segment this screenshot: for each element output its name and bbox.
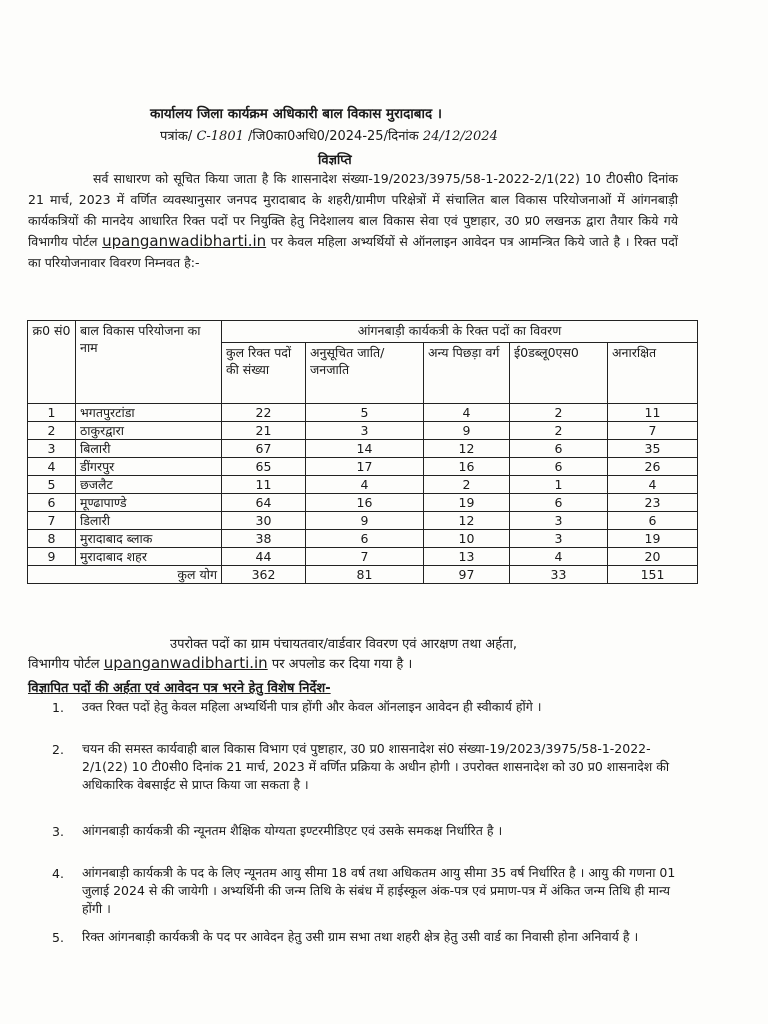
row-gen: 23 [608, 494, 698, 512]
intro-text-after: पर केवल महिला अभ्यर्थियों से ऑनलाइन आवेदन पत्र आमन्त्रित किये जाते है । रिक्त पदों का परियोजनावार विवरण निम्नवत है:- [28, 234, 678, 270]
row-ews: 4 [510, 548, 608, 566]
row-sno: 8 [28, 530, 76, 548]
total-all: 362 [222, 566, 306, 584]
office-heading: कार्यालय जिला कार्यक्रम अधिकारी बाल विकास मुरादाबाद । [150, 106, 442, 122]
row-sno: 2 [28, 422, 76, 440]
row-sc: 5 [306, 404, 424, 422]
row-sc: 17 [306, 458, 424, 476]
row-gen: 11 [608, 404, 698, 422]
table-row [28, 440, 698, 458]
row-total: 22 [222, 404, 306, 422]
notice-title: विज्ञप्ति [318, 153, 352, 168]
portal-link-after-table[interactable]: upanganwadibharti.in [103, 654, 268, 672]
row-total: 44 [222, 548, 306, 566]
row-gen: 26 [608, 458, 698, 476]
col-total-header: कुल रिक्त पदों की संख्या [222, 343, 306, 404]
table-row [28, 530, 698, 548]
row-total: 30 [222, 512, 306, 530]
row-sc: 14 [306, 440, 424, 458]
row-project: बिलारी [76, 440, 222, 458]
row-ews: 1 [510, 476, 608, 494]
table-row [28, 548, 698, 566]
row-gen: 4 [608, 476, 698, 494]
instruction-number: 2. [52, 742, 64, 757]
row-project: डिलारी [76, 512, 222, 530]
vacancy-table [27, 320, 698, 584]
col-sno-header: क्र0 सं0 [28, 321, 76, 404]
row-project: मूण्ढापाण्डे [76, 494, 222, 512]
row-sc: 3 [306, 422, 424, 440]
row-sc: 4 [306, 476, 424, 494]
total-obc: 97 [424, 566, 510, 584]
row-sc: 6 [306, 530, 424, 548]
col-project-header: बाल विकास परियोजना का नाम [76, 321, 222, 404]
row-obc: 13 [424, 548, 510, 566]
row-obc: 9 [424, 422, 510, 440]
row-gen: 6 [608, 512, 698, 530]
total-row-blank [28, 566, 76, 584]
row-project: ठाकुरद्वारा [76, 422, 222, 440]
row-total: 65 [222, 458, 306, 476]
row-project: छजलैट [76, 476, 222, 494]
intro-paragraph [28, 168, 678, 273]
row-ews: 3 [510, 530, 608, 548]
table-header-row-1 [28, 321, 698, 343]
instruction-item: चयन की समस्त कार्यवाही बाल विकास विभाग एवं पुष्टाहार, उ0 प्र0 शासनादेश सं0 संख्या-19/2023/3975/58-1-2022-2/1(22) 10 टी0सी0 दिनांक 21 मार्च, 2023 में वर्णित प्रक्रिया के अधीन होगी । उपरोक्त शासनादेश को उ0 प्र0 शासनादेश की अधिकारिक वेबसाईट से प्राप्त किया जा सकता है । [82, 741, 670, 792]
total-sc: 81 [306, 566, 424, 584]
row-obc: 10 [424, 530, 510, 548]
row-sno: 9 [28, 548, 76, 566]
total-gen: 151 [608, 566, 698, 584]
table-row [28, 476, 698, 494]
row-sno: 3 [28, 440, 76, 458]
row-total: 38 [222, 530, 306, 548]
row-obc: 2 [424, 476, 510, 494]
instructions-heading: विज्ञापित पदों की अर्हता एवं आवेदन पत्र भरने हेतु विशेष निर्देश- [28, 681, 331, 696]
instruction-item: रिक्त आंगनबाड़ी कार्यकत्री के पद पर आवेदन हेतु उसी ग्राम सभा तथा शहरी क्षेत्र हेतु उसी वार्ड का निवासी होना अनिवार्य है । [82, 929, 639, 944]
ref-number: C-1801 [196, 129, 244, 144]
table-row [28, 422, 698, 440]
reference-line [160, 126, 498, 144]
instruction-item: उक्त रिक्त पदों हेतु केवल महिला अभ्यर्थिनी पात्र होंगी और केवल ऑनलाइन आवेदन ही स्वीकार्य होंगे । [82, 699, 542, 714]
row-total: 64 [222, 494, 306, 512]
row-project: मुरादाबाद ब्लाक [76, 530, 222, 548]
col-gen-header: अनारक्षित [608, 343, 698, 404]
col-sc-header: अनुसूचित जाति/जनजाति [306, 343, 424, 404]
after-table-line-2 [28, 654, 412, 672]
row-project: डींगरपुर [76, 458, 222, 476]
table-row [28, 512, 698, 530]
instruction-number: 1. [52, 700, 64, 715]
row-sc: 7 [306, 548, 424, 566]
row-ews: 6 [510, 440, 608, 458]
row-obc: 12 [424, 440, 510, 458]
row-sno: 5 [28, 476, 76, 494]
total-ews: 33 [510, 566, 608, 584]
after-table-prefix: विभागीय पोर्टल [28, 657, 100, 672]
portal-link-intro[interactable]: upanganwadibharti.in [102, 232, 267, 250]
instruction-number: 4. [52, 866, 64, 881]
col-ews-header: ई0डब्लू0एस0 [510, 343, 608, 404]
row-total: 67 [222, 440, 306, 458]
row-ews: 2 [510, 404, 608, 422]
table-row [28, 458, 698, 476]
row-project: मुरादाबाद शहर [76, 548, 222, 566]
row-total: 11 [222, 476, 306, 494]
row-obc: 19 [424, 494, 510, 512]
row-ews: 6 [510, 458, 608, 476]
table-total-row [28, 566, 698, 584]
after-table-line-1: उपरोक्त पदों का ग्राम पंचायतवार/वार्डवार विवरण एवं आरक्षण तथा अर्हता, [170, 637, 518, 652]
total-label: कुल योग [76, 566, 222, 584]
row-obc: 16 [424, 458, 510, 476]
row-gen: 19 [608, 530, 698, 548]
row-project: भगतपुरटांडा [76, 404, 222, 422]
row-sno: 6 [28, 494, 76, 512]
instruction-number: 3. [52, 824, 64, 839]
col-obc-header: अन्य पिछड़ा वर्ग [424, 343, 510, 404]
row-sc: 9 [306, 512, 424, 530]
ref-suffix: /जि0का0अधि0/2024-25/दिनांक [248, 129, 419, 144]
row-ews: 2 [510, 422, 608, 440]
intro-text: सर्व साधारण को सूचित किया जाता है कि शासनादेश संख्या-19/2023/3975/58-1-2022-2/1(22) 10 टी0सी0 दिनांक 21 मार्च, 2023 में वर्णित व्यवस्थानुसार जनपद मुरादाबाद के शहरी/ग्रामीण परिक्षेत्रों में संचालित बाल विकास परियोजनाओं में आंगनबाड़ी कार्यकत्रियों की मानदेय आधारित रिक्त पदों पर नियुक्ति हेतु निदेशालय बाल विकास सेवा एवं पुष्टाहार, उ0 प्र0 लखनऊ द्वारा तैयार किये गये विभागीय पोर्टल [28, 171, 678, 249]
row-total: 21 [222, 422, 306, 440]
after-table-suffix: पर अपलोड कर दिया गया है । [271, 657, 413, 672]
instruction-number: 5. [52, 930, 64, 945]
instruction-item: आंगनबाड़ी कार्यकत्री की न्यूनतम शैक्षिक योग्यता इण्टरमीडिएट एवं उसके समकक्ष निर्धारित है । [82, 823, 503, 838]
row-sno: 7 [28, 512, 76, 530]
row-gen: 35 [608, 440, 698, 458]
row-gen: 20 [608, 548, 698, 566]
row-gen: 7 [608, 422, 698, 440]
row-sno: 4 [28, 458, 76, 476]
row-ews: 6 [510, 494, 608, 512]
instruction-item: आंगनबाड़ी कार्यकत्री के पद के लिए न्यूनतम आयु सीमा 18 वर्ष तथा अधिकतम आयु सीमा 35 वर्ष निर्धारित है । आयु की गणना 01 जुलाई 2024 से की जायेगी । अभ्यर्थिनी की जन्म तिथि के संबंध में हाईस्कूल अंक-पत्र एवं प्रमाण-पत्र में अंकित जन्म तिथि ही मान्य होंगी । [82, 865, 676, 916]
row-sno: 1 [28, 404, 76, 422]
group-header: आंगनबाड़ी कार्यकत्री के रिक्त पदों का विवरण [222, 321, 698, 343]
row-obc: 4 [424, 404, 510, 422]
table-row [28, 494, 698, 512]
ref-date: 24/12/2024 [422, 129, 498, 144]
row-ews: 3 [510, 512, 608, 530]
table-row [28, 404, 698, 422]
row-sc: 16 [306, 494, 424, 512]
ref-prefix: पत्रांक/ [160, 129, 193, 144]
row-obc: 12 [424, 512, 510, 530]
